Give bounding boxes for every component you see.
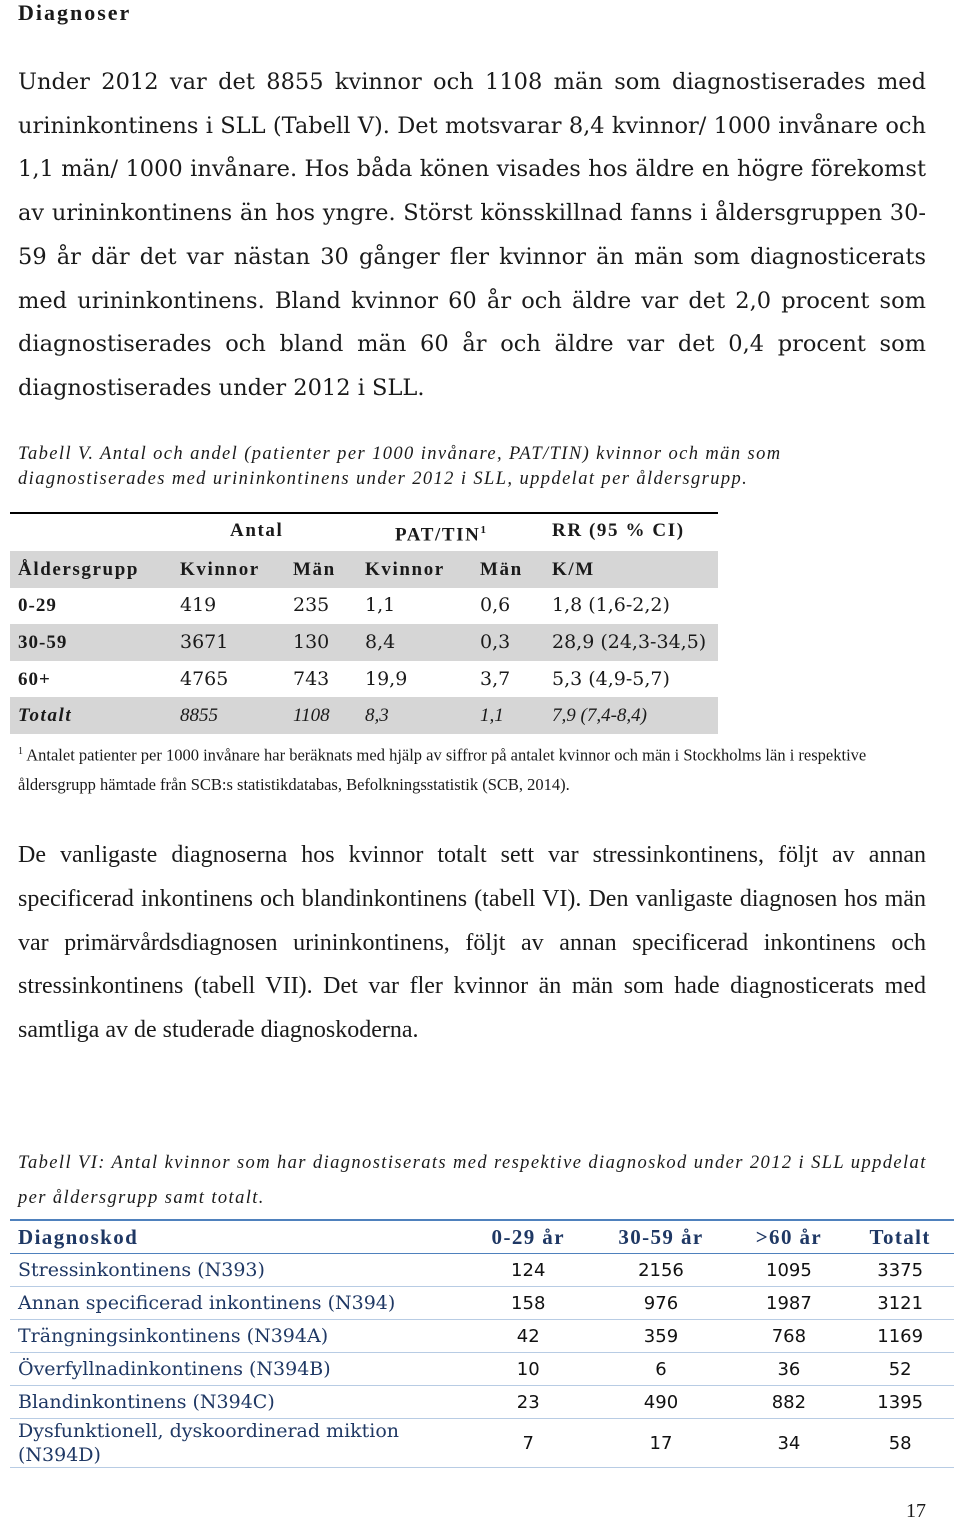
table5-group-rr: RR (95 % CI): [552, 520, 685, 541]
table5-cell: 19,9: [365, 668, 408, 690]
table5-header-men-rate: Män: [480, 559, 523, 580]
table6-diagnosis: Blandinkontinens (N394C): [10, 1386, 466, 1419]
table6-cell: 52: [846, 1353, 954, 1386]
table5-group-pat-tin: [395, 512, 488, 549]
table5-cell: 3,7: [480, 668, 511, 690]
table5-group-pat-tin-label: PAT/TIN: [395, 524, 481, 546]
table5-age: Totalt: [18, 705, 73, 726]
table6-diagnosis: Dysfunktionell, dyskoordinerad miktion (N394D): [10, 1419, 466, 1468]
table5-cell: 5,3 (4,9-5,7): [552, 668, 670, 690]
table6-caption: Tabell VI: Antal kvinnor som har diagnostiserats med respektive diagnoskod under 2012 i SLL uppdelat per åldersgrupp samt totalt.: [18, 1153, 927, 1208]
table5-cell: 1108: [293, 705, 330, 726]
table-row: [10, 1287, 954, 1320]
table6-cell: 976: [590, 1287, 731, 1320]
table6-diagnosis: Trängningsinkontinens (N394A): [10, 1320, 466, 1353]
table-row: [10, 1419, 954, 1468]
footnote-marker: 1: [18, 746, 23, 757]
table6-cell: 1395: [846, 1386, 954, 1419]
section-heading: Diagnoser: [18, 0, 132, 25]
table5-age: 60+: [18, 669, 51, 690]
table-row: [10, 1353, 954, 1386]
paragraph-diagnoses: De vanligaste diagnoserna hos kvinnor totalt sett var stressinkontinens, följt av annan specificerad inkontinens och blandinkontinens (tabell VI). Den vanligaste diagnosen hos män var primärvårdsdiagnosen urininkontinens, följt av annan specificerad inkontinens och stressinkontinens (tabell VII). Det var fler kvinnor än män som hade diagnosticerats med samtliga av de studerade diagnoskoderna.: [18, 842, 926, 1044]
table5-age: 0-29: [18, 595, 57, 616]
table5-header-men: Män: [293, 559, 336, 580]
table6-cell: 10: [466, 1353, 590, 1386]
table5-header-women: Kvinnor: [180, 559, 260, 580]
table6-diagnosis: Stressinkontinens (N393): [10, 1254, 466, 1287]
table6-cell: 23: [466, 1386, 590, 1419]
table6-cell: 124: [466, 1254, 590, 1287]
table5-cell: 743: [293, 668, 330, 690]
table5-header-row: [10, 551, 718, 588]
table6-cell: 2156: [590, 1254, 731, 1287]
table6-header-30-59: 30-59 år: [590, 1220, 731, 1254]
table6-cell: 768: [732, 1320, 847, 1353]
table6-header-row: [10, 1220, 954, 1254]
table5-cell: 0,3: [480, 631, 511, 653]
table-row: [10, 1386, 954, 1419]
table6-cell: 1169: [846, 1320, 954, 1353]
table6-header-60plus: >60 år: [732, 1220, 847, 1254]
table6-cell: 34: [732, 1419, 847, 1468]
table6-cell: 42: [466, 1320, 590, 1353]
table6-cell: 3375: [846, 1254, 954, 1287]
table5-footnote: [18, 737, 918, 799]
table6-cell: 3121: [846, 1287, 954, 1320]
table-row: [10, 661, 718, 698]
footnote-text: Antalet patienter per 1000 invånare har beräknats med hjälp av siffror på antalet kvinnor och män i Stockholms län i respektive åldersgrupp hämtade från SCB:s statistikdatabas, Befolkningsstatistik (SCB, 2014).: [18, 745, 867, 794]
paragraph-intro: Under 2012 var det 8855 kvinnor och 1108 män som diagnostiserades med urininkontinens i SLL (Tabell V). Det motsvarar 8,4 kvinnor/ 1000 invånare och 1,1 män/ 1000 invånare. Hos båda könen visades hos äldre en högre förekomst av urininkontinens än hos yngre. Störst könsskillnad fanns i åldersgruppen 30-59 år där det var nästan 30 gånger fler kvinnor än män som diagnosticerats med urininkontinens. Bland kvinnor 60 år och äldre var det 2,0 procent som diagnostiserades och bland män 60 år och äldre var det 0,4 procent som diagnostiserades under 2012 i SLL.: [18, 69, 926, 401]
table6-cell: 7: [466, 1419, 590, 1468]
table5-caption: Tabell V. Antal och andel (patienter per 1000 invånare, PAT/TIN) kvinnor och män som diagnostiserades med urininkontinens under 2012 i SLL, uppdelat per åldersgrupp.: [18, 444, 782, 489]
table5-header-km: K/M: [552, 559, 595, 580]
table5-group-pat-tin-sup: 1: [480, 524, 488, 536]
table5-cell: 8,4: [365, 631, 396, 653]
table5-group-header-row: [10, 512, 718, 549]
table-row-total: [10, 697, 718, 734]
table-row: [10, 624, 718, 661]
table5-cell: 4765: [180, 668, 229, 690]
table5-group-antal: Antal: [230, 520, 284, 541]
table5-cell: 1,1: [480, 705, 504, 726]
table6-cell: 1987: [732, 1287, 847, 1320]
table5-cell: 8,3: [365, 705, 389, 726]
table6-cell: 6: [590, 1353, 731, 1386]
table6-header-0-29: 0-29 år: [466, 1220, 590, 1254]
table6-header-total: Totalt: [846, 1220, 954, 1254]
table6-cell: 36: [732, 1353, 847, 1386]
table5-cell: 0,6: [480, 594, 511, 616]
table6-cell: 359: [590, 1320, 731, 1353]
table6: [10, 1219, 954, 1468]
table-row: [10, 587, 718, 624]
table5-cell: 1,8 (1,6-2,2): [552, 594, 670, 616]
table6-cell: 882: [732, 1386, 847, 1419]
table5-cell: 8855: [180, 705, 218, 726]
table6-cell: 58: [846, 1419, 954, 1468]
table5-cell: 130: [293, 631, 330, 653]
table6-cell: 158: [466, 1287, 590, 1320]
table5-cell: 3671: [180, 631, 229, 653]
table6-cell: 1095: [732, 1254, 847, 1287]
table5-cell: 28,9 (24,3-34,5): [552, 631, 707, 653]
table5-cell: 7,9 (7,4-8,4): [552, 705, 647, 726]
table5-age: 30-59: [18, 632, 68, 653]
table6-header-code: Diagnoskod: [10, 1220, 466, 1254]
table6-diagnosis: Överfyllnadinkontinens (N394B): [10, 1353, 466, 1386]
page-number: 17: [906, 1500, 926, 1522]
table5-header-women-rate: Kvinnor: [365, 559, 445, 580]
table-row: [10, 1320, 954, 1353]
table5-cell: 235: [293, 594, 330, 616]
table6-cell: 490: [590, 1386, 731, 1419]
table6-diagnosis: Annan specificerad inkontinens (N394): [10, 1287, 466, 1320]
table-row: [10, 1254, 954, 1287]
table5-header-age: Åldersgrupp: [18, 559, 140, 580]
table6-cell: 17: [590, 1419, 731, 1468]
table5-cell: 1,1: [365, 594, 396, 616]
table5-cell: 419: [180, 594, 217, 616]
